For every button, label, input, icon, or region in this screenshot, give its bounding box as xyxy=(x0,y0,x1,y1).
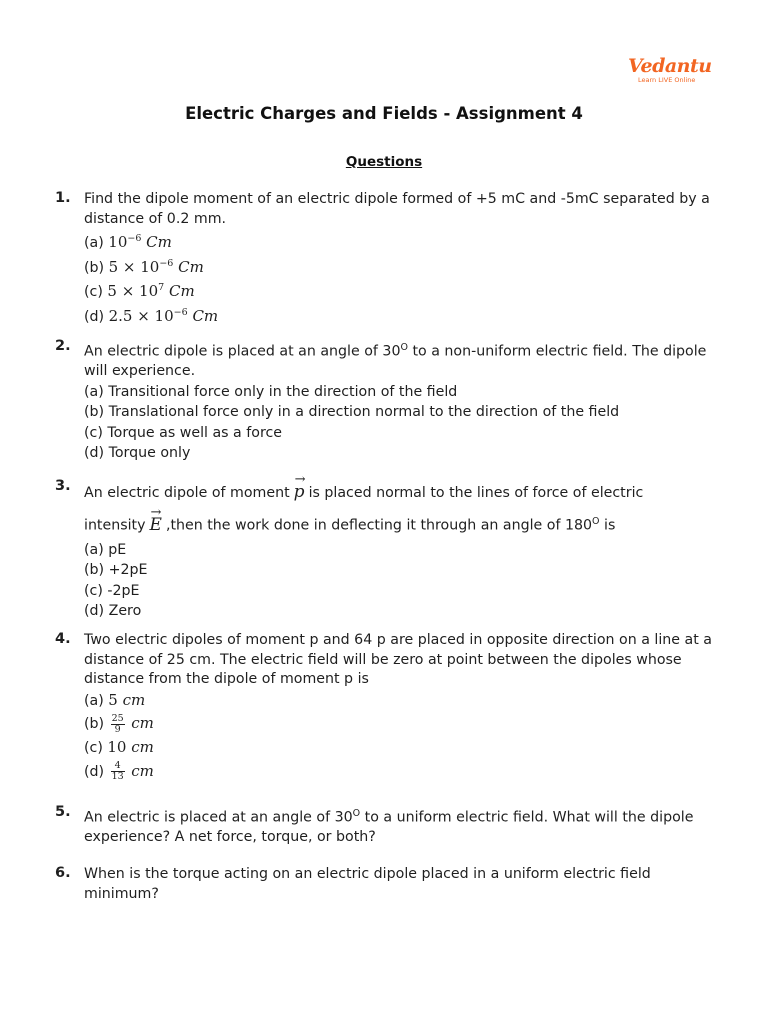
option-d: (d) $\frac{4}{13}$ cm xyxy=(84,760,154,783)
question-text-line-1: An electric dipole of moment→ p is placed normal to the lines of force of electric xyxy=(84,478,725,508)
question-text: An electric dipole is placed at an angle of $30^O$ to a non-uniform electric field. The dipole will experience. xyxy=(84,342,707,380)
question-5 xyxy=(55,804,725,848)
question-number: 2. xyxy=(55,338,71,354)
vedantu-logo xyxy=(628,55,712,90)
vector-p: → p xyxy=(294,478,305,507)
option-b xyxy=(84,254,725,279)
option-label: (c) xyxy=(84,284,103,301)
option-label: (a) xyxy=(84,235,104,252)
page-title: Electric Charges and Fields - Assignment 4 xyxy=(185,104,583,123)
question-number: 5. xyxy=(55,804,71,820)
degree-symbol: O xyxy=(352,808,361,819)
option-math: $5 \times 10^{-6}$ Cm xyxy=(108,257,204,276)
option-b: (b) +2pE xyxy=(84,562,148,579)
question-1 xyxy=(55,190,725,327)
option-math: $5 \times 10^7$ Cm xyxy=(107,282,195,301)
question-number: 6. xyxy=(55,865,71,881)
option-label: (b) xyxy=(84,259,105,276)
option-b: (b) $\frac{25}{9}$ cm xyxy=(84,712,154,735)
option-d xyxy=(84,303,725,328)
question-2 xyxy=(55,338,725,464)
option-d: (d) Torque only xyxy=(84,445,191,462)
degree-symbol: O xyxy=(400,342,408,353)
option-label: (d) xyxy=(84,308,105,325)
section-heading: Questions xyxy=(345,154,423,170)
option-a: (a) pE xyxy=(84,541,127,558)
question-text: When is the torque acting on an electric dipole placed in a uniform electric field minimum? xyxy=(84,866,651,902)
option-b: (b) Translational force only in a direction normal to the direction of the field xyxy=(84,404,620,421)
question-text: An electric is placed at an angle of $30^O$ to a uniform electric field. What will the dipole experience? A net force, torque, or both? xyxy=(84,808,694,846)
option-math: 5 cm xyxy=(108,690,146,709)
option-a xyxy=(84,229,725,254)
question-4 xyxy=(55,631,725,785)
option-c: (c) Torque as well as a force xyxy=(84,424,282,441)
option-c: (c) 10 cm xyxy=(84,738,154,757)
option-d: (d) Zero xyxy=(84,603,142,620)
question-number: 4. xyxy=(55,631,71,647)
degree-symbol: O xyxy=(592,516,600,527)
question-3 xyxy=(55,478,725,622)
question-text: Find the dipole moment of an electric dipole formed of +5 mC and -5mC separated by a distance of 0.2 mm. xyxy=(84,191,710,227)
option-math: 10 cm xyxy=(107,738,154,757)
option-c: (c) -2pE xyxy=(84,582,140,599)
option-a: (a) Transitional force only in the direction of the field xyxy=(84,383,458,400)
question-text: Two electric dipoles of moment p and 64 p are placed in opposite direction on a line at a distance of 25 cm. The electric field will be zero at point between the dipoles whose distance from the dipole of moment p is xyxy=(84,632,712,688)
vector-E: → E xyxy=(150,512,162,539)
option-math: $10^{-6}$ Cm xyxy=(108,233,172,252)
question-text-line-2: intensity→ E ,then the work done in deflecting it through an angle of $180^O$ is xyxy=(84,508,725,540)
fraction: $\frac{4}{13}$ xyxy=(111,760,124,783)
logo-brand: Vedantu xyxy=(628,55,712,77)
logo-tagline: Learn LIVE Online xyxy=(638,76,696,84)
question-number: 3. xyxy=(55,478,71,494)
option-a: (a) 5 cm xyxy=(84,690,146,709)
question-6 xyxy=(55,865,725,904)
fraction: $\frac{25}{9}$ xyxy=(111,712,124,735)
option-c xyxy=(84,278,725,303)
question-number: 1. xyxy=(55,190,71,206)
option-math: $2.5 \times 10^{-6}$ Cm xyxy=(108,306,219,325)
